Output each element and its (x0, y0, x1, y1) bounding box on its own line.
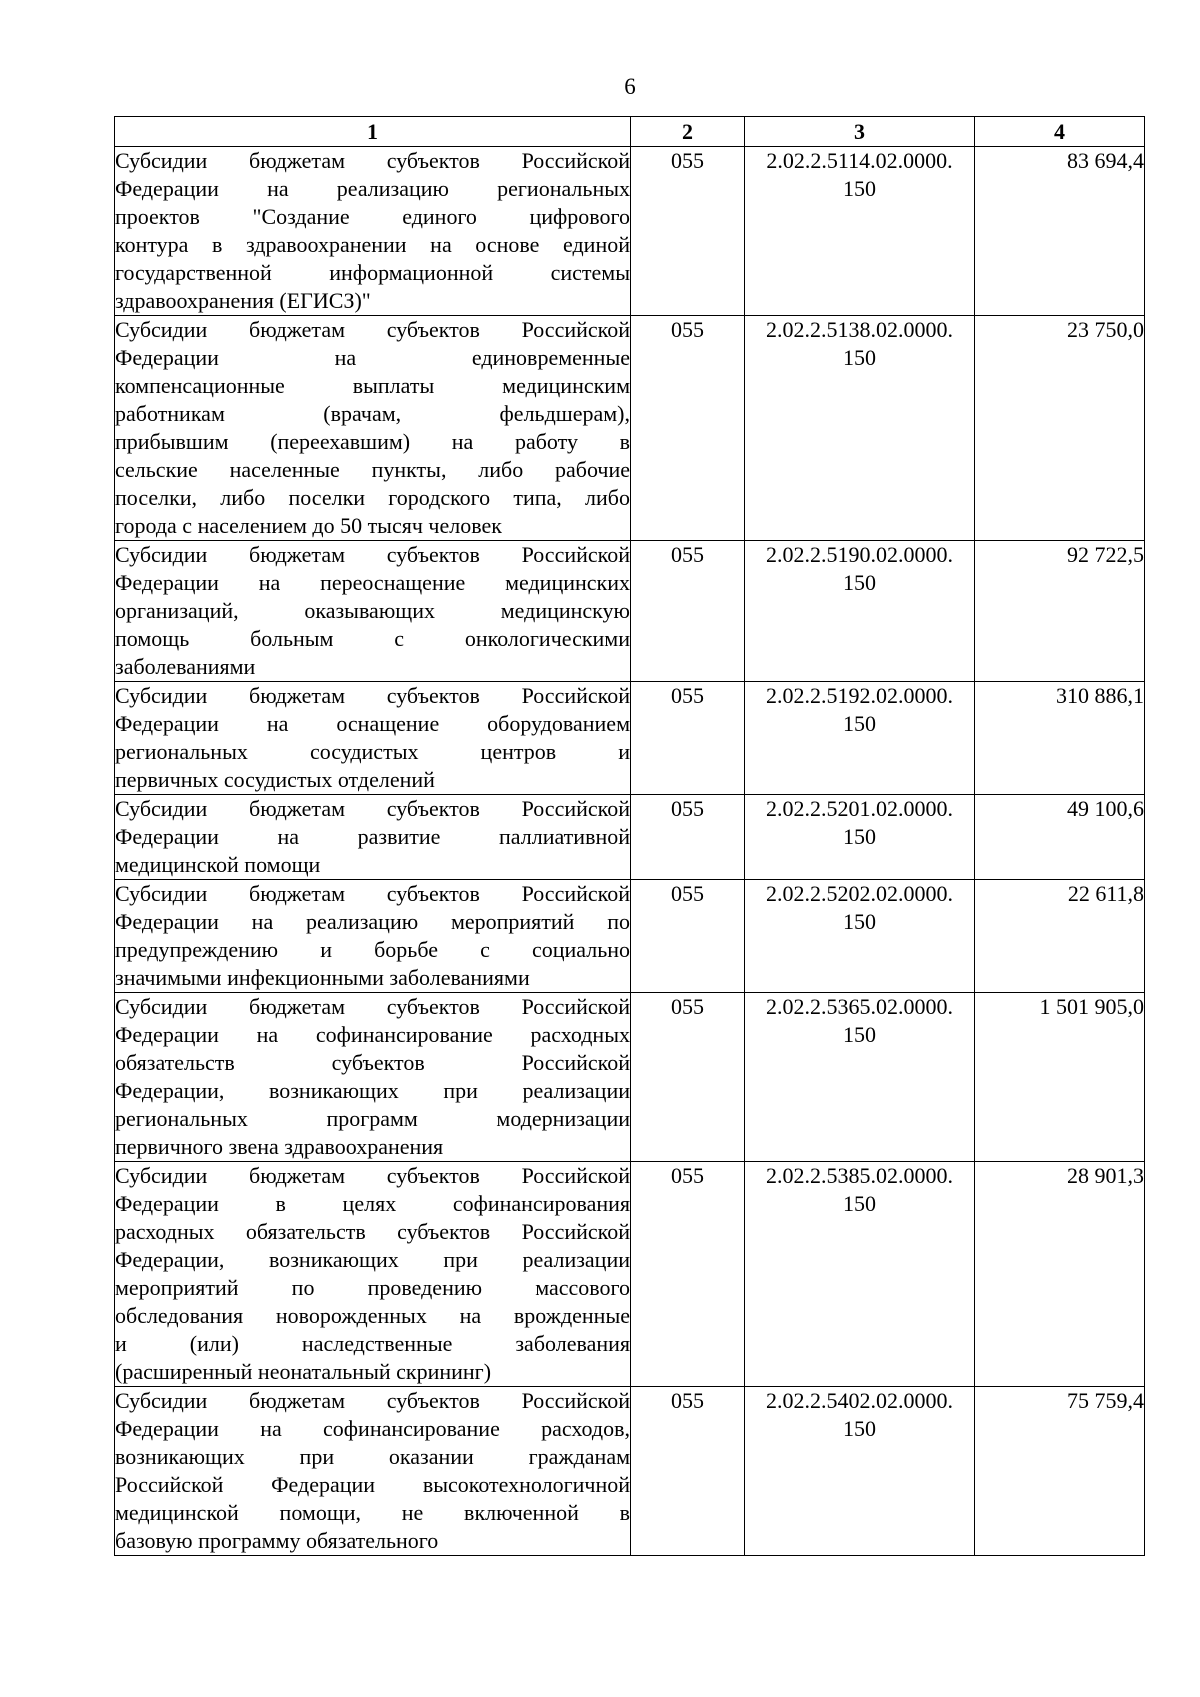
description-line: Федерации на оснащение оборудованием (115, 711, 630, 736)
description-line: сельские населенные пункты, либо рабочие (115, 457, 630, 482)
row-budget-code (745, 316, 975, 541)
description-line: города с населением до 50 тысяч человек (115, 513, 502, 538)
description-line: медицинской помощи, не включенной в (115, 1500, 630, 1525)
table-row (115, 795, 1145, 880)
description-line: государственной информационной системы (115, 260, 630, 285)
row-amount: 22 611,8 (975, 880, 1145, 993)
row-description (115, 1387, 631, 1556)
budget-code-line-1: 2.02.2.5114.02.0000. (766, 148, 953, 173)
description-line: и (или) наследственные заболевания (115, 1331, 630, 1356)
table-row (115, 682, 1145, 795)
budget-code-line-2: 150 (843, 909, 876, 934)
row-budget-code (745, 541, 975, 682)
description-line: Федерации в целях софинансирования (115, 1191, 630, 1216)
header-col-3: 3 (745, 117, 975, 147)
description-line: первичного звена здравоохранения (115, 1134, 444, 1159)
description-line: Федерации на реализацию региональных (115, 176, 630, 201)
description-line: Субсидии бюджетам субъектов Российской (115, 1388, 630, 1413)
row-description (115, 880, 631, 993)
description-line: Субсидии бюджетам субъектов Российской (115, 317, 630, 342)
row-admin-code: 055 (631, 147, 745, 316)
row-budget-code (745, 993, 975, 1162)
row-amount: 1 501 905,0 (975, 993, 1145, 1162)
description-line: Субсидии бюджетам субъектов Российской (115, 796, 630, 821)
description-line: обязательств субъектов Российской (115, 1050, 630, 1075)
row-admin-code: 055 (631, 316, 745, 541)
row-amount: 49 100,6 (975, 795, 1145, 880)
budget-table (114, 116, 1145, 1556)
budget-code-line-1: 2.02.2.5385.02.0000. (766, 1163, 953, 1188)
table-row (115, 880, 1145, 993)
table-header (115, 117, 1145, 147)
description-line: проектов "Создание единого цифрового (115, 204, 630, 229)
budget-code-line-1: 2.02.2.5365.02.0000. (766, 994, 953, 1019)
header-col-2: 2 (631, 117, 745, 147)
table-row (115, 316, 1145, 541)
row-description (115, 541, 631, 682)
row-amount: 83 694,4 (975, 147, 1145, 316)
row-amount: 92 722,5 (975, 541, 1145, 682)
description-line: медицинской помощи (115, 852, 321, 877)
table-body (115, 147, 1145, 1556)
description-line: Субсидии бюджетам субъектов Российской (115, 994, 630, 1019)
budget-code-line-2: 150 (843, 570, 876, 595)
description-line: (расширенный неонатальный скрининг) (115, 1359, 492, 1384)
budget-code-line-1: 2.02.2.5192.02.0000. (766, 683, 953, 708)
description-line: Федерации на реализацию мероприятий по (115, 909, 630, 934)
description-line: обследования новорожденных на врожденные (115, 1303, 630, 1328)
description-line: прибывшим (переехавшим) на работу в (115, 429, 630, 454)
description-line: организаций, оказывающих медицинскую (115, 598, 630, 623)
row-admin-code: 055 (631, 1387, 745, 1556)
description-line: компенсационные выплаты медицинским (115, 373, 630, 398)
description-line: контура в здравоохранении на основе единой (115, 232, 630, 257)
header-col-4: 4 (975, 117, 1145, 147)
description-line: Субсидии бюджетам субъектов Российской (115, 1163, 630, 1188)
budget-code-line-2: 150 (843, 824, 876, 849)
description-line: здравоохранения (ЕГИСЗ)" (115, 288, 371, 313)
budget-code-line-2: 150 (843, 345, 876, 370)
row-admin-code: 055 (631, 880, 745, 993)
description-line: поселки, либо поселки городского типа, либо (115, 485, 630, 510)
budget-code-line-2: 150 (843, 1022, 876, 1047)
row-description (115, 147, 631, 316)
description-line: региональных сосудистых центров и (115, 739, 630, 764)
description-line: Федерации на переоснащение медицинских (115, 570, 630, 595)
description-line: Субсидии бюджетам субъектов Российской (115, 881, 630, 906)
row-budget-code (745, 795, 975, 880)
row-budget-code (745, 1387, 975, 1556)
description-line: Российской Федерации высокотехнологичной (115, 1472, 630, 1497)
row-admin-code: 055 (631, 795, 745, 880)
description-line: заболеваниями (115, 654, 256, 679)
row-amount: 75 759,4 (975, 1387, 1145, 1556)
row-budget-code (745, 880, 975, 993)
description-line: помощь больным с онкологическими (115, 626, 630, 651)
row-description (115, 682, 631, 795)
budget-code-line-1: 2.02.2.5402.02.0000. (766, 1388, 953, 1413)
row-amount: 23 750,0 (975, 316, 1145, 541)
description-line: возникающих при оказании гражданам (115, 1444, 630, 1469)
description-line: Субсидии бюджетам субъектов Российской (115, 542, 630, 567)
description-line: Федерации на развитие паллиативной (115, 824, 630, 849)
budget-code-line-2: 150 (843, 176, 876, 201)
description-line: мероприятий по проведению массового (115, 1275, 630, 1300)
description-line: Федерации, возникающих при реализации (115, 1078, 630, 1103)
row-amount: 310 886,1 (975, 682, 1145, 795)
description-line: Федерации, возникающих при реализации (115, 1247, 630, 1272)
row-amount: 28 901,3 (975, 1162, 1145, 1387)
budget-code-line-1: 2.02.2.5190.02.0000. (766, 542, 953, 567)
budget-code-line-1: 2.02.2.5138.02.0000. (766, 317, 953, 342)
description-line: Федерации на единовременные (115, 345, 630, 370)
description-line: значимыми инфекционными заболеваниями (115, 965, 530, 990)
table-row (115, 1162, 1145, 1387)
row-admin-code: 055 (631, 541, 745, 682)
row-budget-code (745, 147, 975, 316)
budget-code-line-1: 2.02.2.5202.02.0000. (766, 881, 953, 906)
table-row (115, 993, 1145, 1162)
row-description (115, 993, 631, 1162)
description-line: Субсидии бюджетам субъектов Российской (115, 148, 630, 173)
row-description (115, 316, 631, 541)
description-line: Субсидии бюджетам субъектов Российской (115, 683, 630, 708)
row-description (115, 795, 631, 880)
description-line: региональных программ модернизации (115, 1106, 630, 1131)
table-row (115, 541, 1145, 682)
row-budget-code (745, 1162, 975, 1387)
budget-code-line-1: 2.02.2.5201.02.0000. (766, 796, 953, 821)
description-line: расходных обязательств субъектов Российской (115, 1219, 630, 1244)
description-line: Федерации на софинансирование расходных (115, 1022, 630, 1047)
budget-code-line-2: 150 (843, 711, 876, 736)
row-budget-code (745, 682, 975, 795)
header-row (115, 117, 1145, 147)
page-number: 6 (624, 74, 636, 99)
budget-code-line-2: 150 (843, 1416, 876, 1441)
table-row (115, 1387, 1145, 1556)
header-col-1: 1 (115, 117, 631, 147)
table-row (115, 147, 1145, 316)
description-line: первичных сосудистых отделений (115, 767, 435, 792)
description-line: базовую программу обязательного (115, 1528, 439, 1553)
row-description (115, 1162, 631, 1387)
description-line: Федерации на софинансирование расходов, (115, 1416, 630, 1441)
description-line: работникам (врачам, фельдшерам), (115, 401, 630, 426)
row-admin-code: 055 (631, 682, 745, 795)
budget-code-line-2: 150 (843, 1191, 876, 1216)
row-admin-code: 055 (631, 1162, 745, 1387)
description-line: предупреждению и борьбе с социально (115, 937, 630, 962)
row-admin-code: 055 (631, 993, 745, 1162)
